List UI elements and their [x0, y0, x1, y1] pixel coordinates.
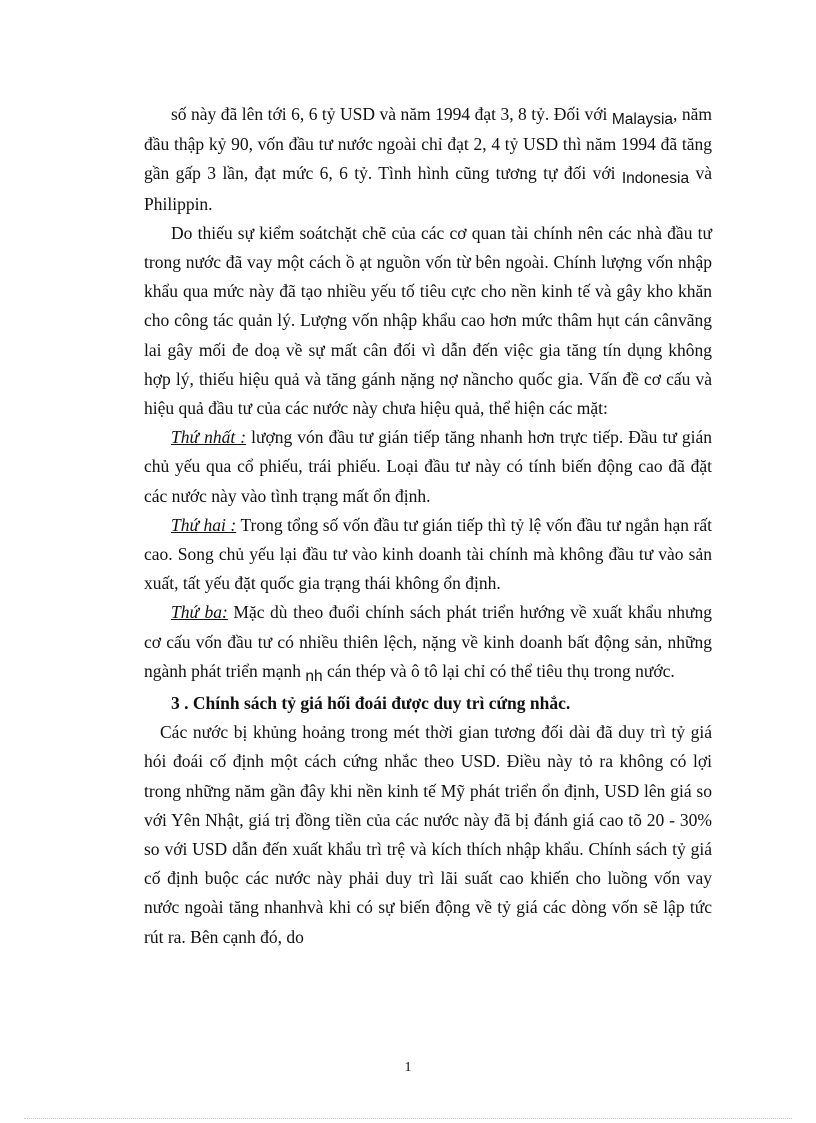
- page-number: 1: [404, 1060, 412, 1075]
- lead-first: Thứ nhất :: [171, 427, 247, 448]
- lead-second: Thứ hai :: [171, 514, 237, 535]
- paragraph-investment-figures: số này đã lên tới 6, 6 tỷ USD và năm 1994 đạt 3, 8 tỷ. Đối với Malaysia, năm đầu thập kỷ 90, vốn đầu tư nước ngoài chỉ đạt 2, 4 tỷ USD thì năm 1994 đã tăng gần gấp 3 lần, đạt mức 6, 6 tỷ. Tình hình cũng tương tự đối với Indonesia và Philippin.: [144, 104, 712, 214]
- section-heading: 3 . Chính sách tỷ giá hối đoái được duy trì cứng nhắc.: [171, 693, 571, 714]
- country-malaysia: Malaysia: [611, 111, 674, 128]
- paragraph-first-point: Thứ nhất : lượng vón đầu tư gián tiếp tăng nhanh hơn trực tiếp. Đầu tư gián chủ yếu qua cổ phiếu, trái phiếu. Loại đầu tư này có tính biến động cao đã đặt các nước này vào tình trạng mất ổn định.: [144, 427, 712, 506]
- footer-divider: [24, 1118, 792, 1119]
- paragraph-second-point: Thứ hai : Trong tổng số vốn đầu tư gián tiếp thì tỷ lệ vốn đầu tư ngắn hạn rất cao. Song chủ yếu lại đầu tư vào kinh doanh tài chính mà không đầu tư vào sản xuất, tất yếu đặt quốc gia trạng thái không ổn định.: [144, 514, 712, 594]
- paragraph-exchange-rate: Các nước bị khủng hoảng trong mét thời gian tương đối dài đã duy trì tỷ giá hói đoái cố định một cách cứng nhắc theo USD. Điều này tỏ ra không có lợi trong những năm gần đây khi nền kinh tế Mỹ phát triển ổn định, USD lên giá so với Yên Nhật, giá trị đồng tiền của các nước này đã bị đánh giá cao tõ 20 - 30% so với USD dẫn đến xuất khẩu trì trệ và kích thích nhập khẩu. Chính sách tỷ giá cố định buộc các nước này phải duy trì lãi suất cao khiến cho luồng vốn vay nước ngoài tăng nhanhvà khi có sự biến động về tỷ giá các dòng vốn sẽ lập tức rút ra. Bên cạnh đó, do: [144, 722, 712, 947]
- lead-third: Thứ ba:: [171, 602, 228, 623]
- paragraph-lack-of-control: Do thiếu sự kiểm soátchặt chẽ của các cơ quan tài chính nên các nhà đầu tư trong nước đã vay một cách ồ ạt nguồn vốn từ bên ngoài. Chính lượng vốn nhập khẩu qua mức này đã tạo nhiều yếu tố tiêu cực cho nền kinh tế và gây kho khăn cho công tác quản lý. Lượng vốn nhập khẩu cao hơn mức thâm hụt cán cânvãng lai gây mối đe doạ về sự mất cân đối vì dẫn đến việc gia tăng tín dụng không hợp lý, thiếu hiệu quả và tăng gánh nặng nợ nầncho quốc gia. Vấn đề cơ cấu và hiệu quả đầu tư của các nước này chưa hiệu quả, thể hiện các mặt:: [144, 222, 712, 419]
- country-indonesia: Indonesia: [621, 170, 690, 188]
- body-text: [144, 100, 712, 952]
- paragraph-third-point: Thứ ba: Mặc dù theo đuổi chính sách phát triển hướng về xuất khẩu nhưng cơ cấu vốn đầu tư có nhiều thiên lệch, nặng về kinh doanh bất động sản, những ngành phát triển mạnh nh cán thép và ô tô lại chỉ có thể tiêu thụ trong nước.: [144, 602, 712, 685]
